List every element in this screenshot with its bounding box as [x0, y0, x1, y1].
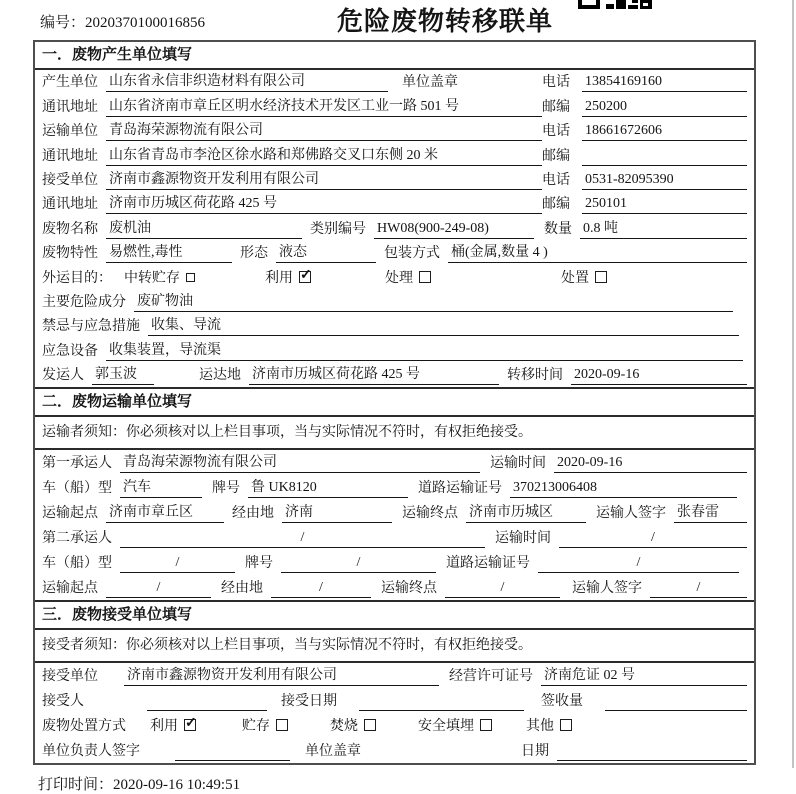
zip-field	[542, 148, 747, 166]
serial-label: 编号：	[40, 15, 86, 31]
address-label: 通讯地址	[42, 99, 98, 115]
carrier-sign-value: 张春雷	[674, 504, 747, 523]
vehicle-type-value: 汽车	[120, 479, 202, 498]
zip-value: 250101	[582, 195, 747, 214]
transporter-address-row	[35, 143, 754, 167]
road-license-value: /	[538, 554, 739, 573]
via-value: /	[271, 579, 371, 598]
consignor-row	[35, 363, 754, 387]
unit-seal-label: 单位盖章	[402, 75, 458, 91]
serial-value: 2020370100016856	[85, 15, 206, 31]
carrier2-value: /	[120, 529, 485, 548]
end-label: 运输终点	[402, 506, 458, 522]
transfer-time-value: 2020-09-16	[571, 366, 747, 385]
zip-label: 邮编	[542, 148, 570, 164]
transport-time-value: /	[559, 529, 747, 548]
section3-header: 三．废物接受单位填写	[35, 600, 754, 630]
checkbox-checked-icon	[184, 719, 196, 731]
date-value	[557, 743, 747, 761]
disposal-row	[35, 713, 754, 738]
vehicle2-row	[35, 550, 754, 575]
zip-field	[542, 98, 747, 117]
unit-seal-label: 单位盖章	[305, 744, 361, 760]
waste-name-row	[35, 216, 754, 240]
vehicle-type-value: /	[120, 554, 235, 573]
carrier-sign-label: 运输人签字	[572, 581, 642, 597]
page-edge	[792, 0, 794, 768]
transport-time-value: 2020-09-16	[554, 454, 747, 473]
option-label: 中转贮存	[124, 270, 180, 286]
phone-field	[542, 171, 747, 190]
purpose-option	[561, 270, 607, 288]
checkbox-checked-icon	[299, 271, 311, 283]
carrier-sign-label: 运输人签字	[596, 506, 666, 522]
date-label: 日期	[521, 744, 549, 760]
option-label: 其他	[526, 719, 554, 735]
address-label: 通讯地址	[42, 148, 98, 164]
plate-value: /	[281, 554, 436, 573]
origin-value: /	[106, 579, 211, 598]
address-value: 山东省济南市章丘区明水经济技术开发区工业一路 501 号	[106, 98, 542, 117]
zip-value	[582, 148, 747, 166]
address-label: 通讯地址	[42, 197, 98, 213]
zip-value: 250200	[582, 98, 747, 117]
checkbox-icon	[419, 271, 431, 283]
head-sign-value	[175, 743, 290, 761]
accept-unit-value: 济南市鑫源物资开发利用有限公司	[124, 667, 439, 686]
equipment-label: 应急设备	[42, 343, 98, 359]
carrier1-label: 第一承运人	[42, 456, 112, 472]
acceptor-value	[147, 693, 267, 711]
transfer-time-label: 转移时间	[507, 368, 563, 384]
taboo-value: 收集、导流	[148, 317, 739, 336]
phone-value: 13854169160	[582, 73, 747, 92]
checkbox-icon	[480, 719, 492, 731]
section1-header: 一．废物产生单位填写	[35, 42, 754, 70]
checkbox-icon	[595, 271, 607, 283]
quantity-value: 0.8 吨	[580, 220, 747, 239]
vehicle-type-label: 车（船）型	[42, 556, 112, 572]
phone-value: 0531-82095390	[582, 171, 747, 190]
head-sign-label: 单位负责人签字	[42, 744, 140, 760]
accept-date-value	[359, 693, 524, 711]
destination-label: 运达地	[199, 368, 241, 384]
zip-label: 邮编	[542, 99, 570, 115]
receiver-row	[35, 168, 754, 192]
section2-header: 二．废物运输单位填写	[35, 387, 754, 417]
equipment-row	[35, 338, 754, 362]
taboo-label: 禁忌与应急措施	[42, 319, 140, 335]
vehicle-type-label: 车（船）型	[42, 481, 112, 497]
via-label: 经由地	[232, 506, 274, 522]
checkbox-icon	[560, 719, 572, 731]
taboo-row	[35, 314, 754, 338]
qr-code-fragment	[578, 0, 652, 9]
plate-value: 鲁 UK8120	[248, 479, 408, 498]
transporter-value: 青岛海荣源物流有限公司	[106, 122, 542, 141]
disposal-option	[330, 718, 376, 736]
purpose-option	[265, 270, 311, 288]
disposal-option	[418, 718, 492, 736]
purpose-option	[385, 270, 431, 288]
option-label: 利用	[150, 719, 178, 735]
serial-number	[40, 11, 205, 32]
option-label: 焚烧	[330, 719, 358, 735]
origin-label: 运输起点	[42, 581, 98, 597]
carrier1-row	[35, 450, 754, 475]
purpose-label: 外运目的：	[42, 270, 112, 286]
option-label: 安全填埋	[418, 719, 474, 735]
transport-time-label: 运输时间	[495, 531, 551, 547]
end-value: 济南市历城区	[466, 504, 586, 523]
via-value: 济南	[282, 504, 392, 523]
disposal-option	[526, 718, 572, 736]
option-label: 处理	[385, 270, 413, 286]
phone-field	[542, 73, 747, 92]
transporter-label: 运输单位	[42, 124, 98, 140]
accept-unit-row	[35, 663, 754, 688]
receiver-label: 接受单位	[42, 172, 98, 188]
producer-row	[35, 70, 754, 94]
checkbox-icon	[186, 273, 195, 282]
receiver-address-row	[35, 192, 754, 216]
option-label: 利用	[265, 270, 293, 286]
consignor-value: 郭玉波	[92, 366, 154, 385]
vehicle1-row	[35, 475, 754, 500]
print-time	[38, 773, 796, 794]
consignor-label: 发运人	[42, 368, 84, 384]
receiver-notice: 接受者须知：你必须核对以上栏目事项，当与实际情况不符时，有权拒绝接受。	[35, 630, 754, 663]
zip-label: 邮编	[542, 197, 570, 213]
permit-value: 济南危证 02 号	[541, 667, 747, 686]
waste-name-value: 废机油	[106, 220, 302, 239]
character-value: 易燃性,毒性	[106, 244, 232, 263]
road-license-label: 道路运输证号	[446, 556, 530, 572]
hazard-value: 废矿物油	[134, 293, 733, 312]
disposal-option	[150, 718, 196, 736]
phone-label: 电话	[542, 124, 570, 140]
option-label: 处置	[561, 270, 589, 286]
form-table	[33, 40, 756, 765]
road-license-value: 370213006408	[510, 479, 737, 498]
checkbox-icon	[364, 719, 376, 731]
carrier2-label: 第二承运人	[42, 531, 112, 547]
disposal-option	[242, 718, 288, 736]
form-state-value: 液态	[276, 244, 376, 263]
hazard-row	[35, 290, 754, 314]
packing-value: 桶(金属,数量 4 )	[448, 244, 747, 263]
equipment-value: 收集装置，导流渠	[106, 342, 743, 361]
end-value: /	[445, 579, 560, 598]
transport-time-label: 运输时间	[490, 456, 546, 472]
phone-field	[542, 122, 747, 141]
zip-field	[542, 195, 747, 214]
carrier1-value: 青岛海荣源物流有限公司	[120, 454, 480, 473]
receiver-value: 济南市鑫源物资开发利用有限公司	[106, 171, 542, 190]
phone-label: 电话	[542, 75, 570, 91]
accept-unit-label: 接受单位	[42, 669, 98, 685]
address-value: 济南市历城区荷花路 425 号	[106, 195, 542, 214]
plate-label: 牌号	[212, 481, 240, 497]
transporter-row	[35, 119, 754, 143]
carrier2-row	[35, 525, 754, 550]
form-title: 危险废物转移联单	[336, 7, 554, 36]
character-label: 废物特性	[42, 246, 98, 262]
disposal-label: 废物处置方式	[42, 719, 126, 735]
transporter-notice: 运输者须知：你必须核对以上栏目事项，当与实际情况不符时，有权拒绝接受。	[35, 417, 754, 450]
print-time-value: 2020-09-16 10:49:51	[113, 777, 241, 794]
waste-character-row	[35, 241, 754, 265]
received-qty-value	[605, 693, 747, 711]
producer-label: 产生单位	[42, 75, 98, 91]
permit-label: 经营许可证号	[449, 669, 533, 685]
producer-value: 山东省永信非织造材料有限公司	[106, 73, 388, 92]
acceptor-label: 接受人	[42, 694, 84, 710]
purpose-option	[124, 270, 195, 288]
acceptor-row	[35, 688, 754, 713]
via-label: 经由地	[221, 581, 263, 597]
address-value: 山东省青岛市李沧区徐水路和郑佛路交叉口东侧 20 米	[106, 147, 542, 166]
category-label: 类别编号	[310, 221, 366, 237]
received-qty-label: 签收量	[541, 694, 583, 710]
plate-label: 牌号	[245, 556, 273, 572]
destination-value: 济南市历城区荷花路 425 号	[249, 366, 499, 385]
checkbox-icon	[276, 719, 288, 731]
hazard-label: 主要危险成分	[42, 294, 126, 310]
route2-row	[35, 575, 754, 600]
producer-address-row	[35, 94, 754, 118]
packing-label: 包装方式	[384, 246, 440, 262]
option-label: 贮存	[242, 719, 270, 735]
waste-name-label: 废物名称	[42, 221, 98, 237]
category-value: HW08(900-249-08)	[374, 220, 534, 239]
route1-row	[35, 500, 754, 525]
phone-value: 18661672606	[582, 122, 747, 141]
form-header	[33, 0, 756, 40]
origin-label: 运输起点	[42, 506, 98, 522]
head-sign-row	[35, 738, 754, 763]
form-state-label: 形态	[240, 246, 268, 262]
phone-label: 电话	[542, 172, 570, 188]
road-license-label: 道路运输证号	[418, 481, 502, 497]
end-label: 运输终点	[381, 581, 437, 597]
origin-value: 济南市章丘区	[106, 504, 224, 523]
quantity-label: 数量	[544, 221, 572, 237]
accept-date-label: 接受日期	[281, 694, 337, 710]
purpose-row	[35, 265, 754, 289]
carrier-sign-value: /	[650, 579, 747, 598]
print-time-label: 打印时间：	[38, 777, 114, 794]
